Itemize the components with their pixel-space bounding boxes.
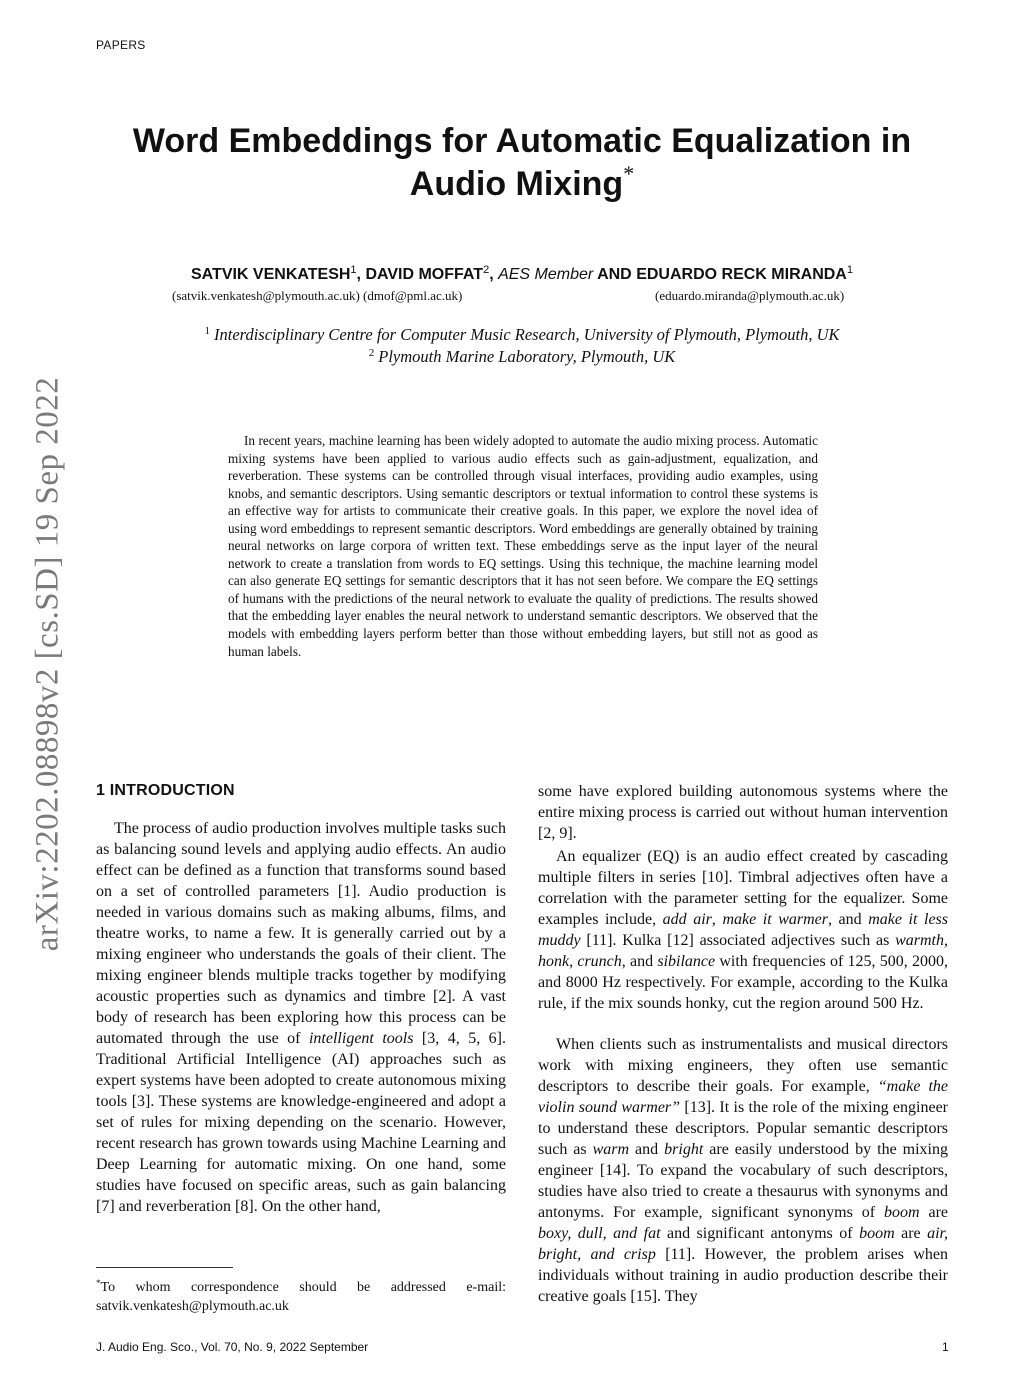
author-separator: , bbox=[489, 266, 499, 283]
intro-paragraph-1: The process of audio production involves multiple tasks such as balancing sound levels and applying audio effects. An audio effect can be defined as a function that transforms sound based on a set of controlled parameters [1]. Audio production is needed in various domains such as making albums, films, and theatre works, to name a few. It is generally carried out by a mixing engineer who understands the goals of their client. The mixing engineer blends multiple tracks together by modifying acoustic properties such as dynamics and timbre [2]. A vast body of research has been exploring how this process can be automated through the use of intelligent tools [3, 4, 5, 6]. Traditional Artificial Intelligence (AI) approaches such as expert systems have been adopted to create autonomous mixing tools [3]. These systems are knowledge-engineered and adopt a set of rules for mixing depending on the scenario. However, recent research has grown towards using Machine Learning and Deep Learning for automatic mixing. On one hand, some studies have focused on specific areas, such as gain balancing [7] and reverberation [8]. On the other hand, bbox=[96, 820, 506, 1215]
affiliation-1-text: Interdisciplinary Centre for Computer Music Research, University of Plymouth, Plymouth, UK bbox=[213, 325, 840, 344]
author-emails-left: (satvik.venkatesh@plymouth.ac.uk) (dmof@pml.ac.uk) bbox=[172, 288, 463, 303]
right-column-paragraph-2: An equalizer (EQ) is an audio effect created by cascading multiple filters in series [10]. Timbral adjectives often have a correlation with the parameter setting for the equalizer. Some examples include, add air, make it warmer, and make it less muddy [11]. Kulka [12] associated adjectives such as warmth, honk, crunch, and sibilance with frequencies of 125, 500, 2000, and 8000 Hz respectively. For example, according to the Kulka rule, if the mix sounds honky, cut the region around 500 Hz. bbox=[538, 848, 949, 1012]
affiliation-1 bbox=[96, 325, 948, 345]
abstract: In recent years, machine learning has been widely adopted to automate the audio mixing process. Automatic mixing systems have been applied to various audio effects such as gain-adjustment, equalization, and reverberation. These systems can be controlled through visual interfaces, providing audio examples, using knobs, and semantic descriptors. Using semantic descriptors or textual information to control these systems is an effective way for artists to communicate their creative goals. In this paper, we explore the novel idea of using word embeddings to represent semantic descriptors. Word embeddings are generally obtained by training neural networks on large corpora of written text. These embeddings serve as the input layer of the neural network to create a translation from words to EQ settings. Using this technique, the machine learning model can also generate EQ settings for semantic descriptors that it has not seen before. We compare the EQ settings of humans with the predictions of the neural network to evaluate the quality of predictions. The results showed that the embedding layer enables the neural network to understand semantic descriptors. We observed that the models with embedding layers perform better than those without embedding layers, but still not as good as human labels. bbox=[228, 433, 818, 659]
footnote-divider bbox=[96, 1267, 233, 1268]
footnote-text: To whom correspondence should be addressed e-mail: satvik.venkatesh@plymouth.ac.uk bbox=[96, 1280, 506, 1314]
affiliation-2-number: 2 bbox=[368, 347, 375, 359]
author-conjunction: AND bbox=[593, 266, 637, 283]
affiliation-2 bbox=[96, 347, 948, 367]
affiliation-2-text: Plymouth Marine Laboratory, Plymouth, UK bbox=[378, 347, 676, 366]
author-2-role: AES Member bbox=[498, 266, 594, 283]
author-3-affil: 1 bbox=[846, 264, 853, 276]
author-separator: , bbox=[356, 266, 366, 283]
right-column-paragraph-1: some have explored building autonomous systems where the entire mixing process is carried out without human intervention [2, 9]. bbox=[538, 783, 948, 842]
page-number: 1 bbox=[942, 1340, 949, 1354]
right-column-paragraph-3: When clients such as instrumentalists and musical directors work with mixing engineers, they often use semantic descriptors to describe their goals. For example, “make the violin sound warmer” [13]. It is the role of the mixing engineer to understand these descriptors. Popular semantic descriptors such as warm and bright are easily understood by the mixing engineer [14]. To expand the vocabulary of such descriptors, studies have also tried to create a thesaurus with synonyms and antonyms. For example, significant synonyms of boom are boxy, dull, and fat and significant antonyms of boom are air, bright, and crisp [11]. However, the problem arises when individuals without training in audio production describe their creative goals [15]. They bbox=[538, 1036, 949, 1305]
affiliation-1-number: 1 bbox=[204, 325, 210, 337]
author-1-name: SATVIK VENKATESH bbox=[191, 266, 351, 283]
title-footnote-marker: * bbox=[623, 161, 635, 186]
paper-title bbox=[96, 120, 948, 206]
running-header: PAPERS bbox=[96, 38, 146, 52]
footer-journal-citation: J. Audio Eng. Sco., Vol. 70, No. 9, 2022 September bbox=[96, 1340, 369, 1354]
arxiv-identifier-stamp: arXiv:2202.08898v2 [cs.SD] 19 Sep 2022 bbox=[29, 376, 66, 952]
section-heading-introduction: 1 INTRODUCTION bbox=[96, 782, 235, 799]
footnote bbox=[96, 1278, 506, 1316]
author-2-name: DAVID MOFFAT bbox=[365, 266, 484, 283]
author-1-affil: 1 bbox=[350, 264, 357, 276]
author-2-affil: 2 bbox=[483, 264, 490, 276]
footnote-marker: * bbox=[96, 1278, 101, 1288]
author-list bbox=[96, 265, 948, 285]
author-3-name: EDUARDO RECK MIRANDA bbox=[636, 266, 847, 283]
title-line-2: Audio Mixing bbox=[409, 165, 624, 203]
title-line-1: Word Embeddings for Automatic Equalization in bbox=[132, 122, 912, 160]
author-email-right: (eduardo.miranda@plymouth.ac.uk) bbox=[655, 288, 845, 303]
